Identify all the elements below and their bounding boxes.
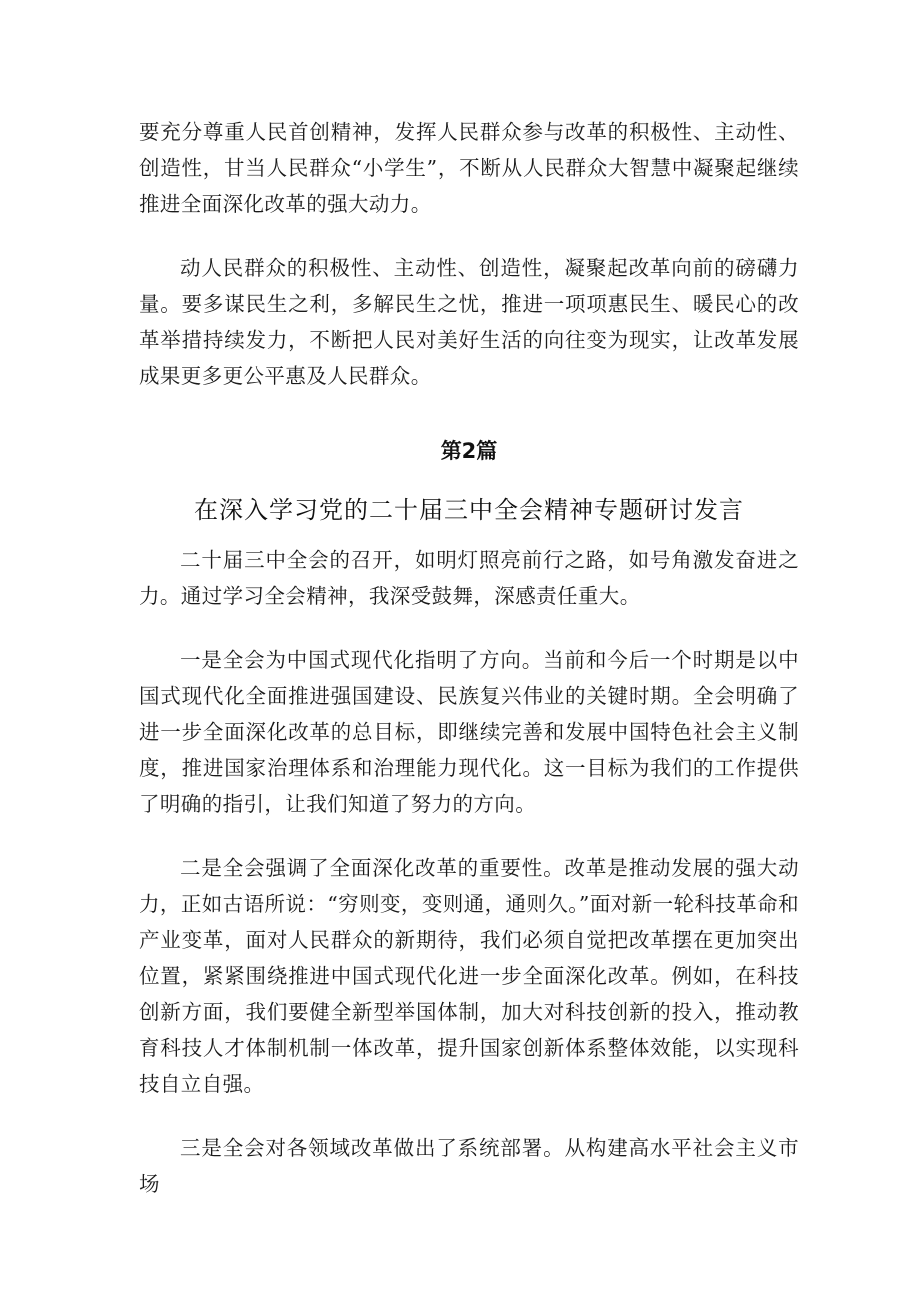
- section-label: 第2篇: [440, 439, 498, 463]
- document-title: 在深入学习党的二十届三中全会精神专题研讨发言: [194, 496, 744, 524]
- paragraph-continuation: 要充分尊重人民首创精神，发挥人民群众参与改革的积极性、主动性、创造性，甘当人民群众“小学生”，不断从人民群众大智慧中凝聚起继续推进全面深化改革的强大动力。: [139, 120, 799, 216]
- paragraph-point-1: 一是全会为中国式现代化指明了方向。当前和今后一个时期是以中国式现代化全面推进强国建设、民族复兴伟业的关键时期。全会明确了进一步全面深化改革的总目标，即继续完善和发展中国特色社会主义制度，推进国家治理体系和治理能力现代化。这一目标为我们的工作提供了明确的指引，让我们知道了努力的方向。: [139, 648, 799, 816]
- document-content: [139, 114, 799, 1202]
- paragraph-intro: 二十届三中全会的召开，如明灯照亮前行之路，如号角激发奋进之力。通过学习全会精神，我深受鼓舞，深感责任重大。: [139, 548, 799, 608]
- paragraph-point-2: 二是全会强调了全面深化改革的重要性。改革是推动发展的强大动力，正如古语所说：“穷则变，变则通，通则久。”面对新一轮科技革命和产业变革，面对人民群众的新期待，我们必须自觉把改革摆在更加突出位置，紧紧围绕推进中国式现代化进一步全面深化改革。例如，在科技创新方面，我们要健全新型举国体制，加大对科技创新的投入，推动教育科技人才体制机制一体改革，提升国家创新体系整体效能，以实现科技自立自强。: [139, 856, 799, 1096]
- paragraph-point-3: 三是全会对各领域改革做出了系统部署。从构建高水平社会主义市场: [139, 1136, 799, 1196]
- paragraph: 动人民群众的积极性、主动性、创造性，凝聚起改革向前的磅礴力量。要多谋民生之利，多解民生之忧，推进一项项惠民生、暖民心的改革举措持续发力，不断把人民对美好生活的向往变为现实，让改革发展成果更多更公平惠及人民群众。: [139, 256, 799, 388]
